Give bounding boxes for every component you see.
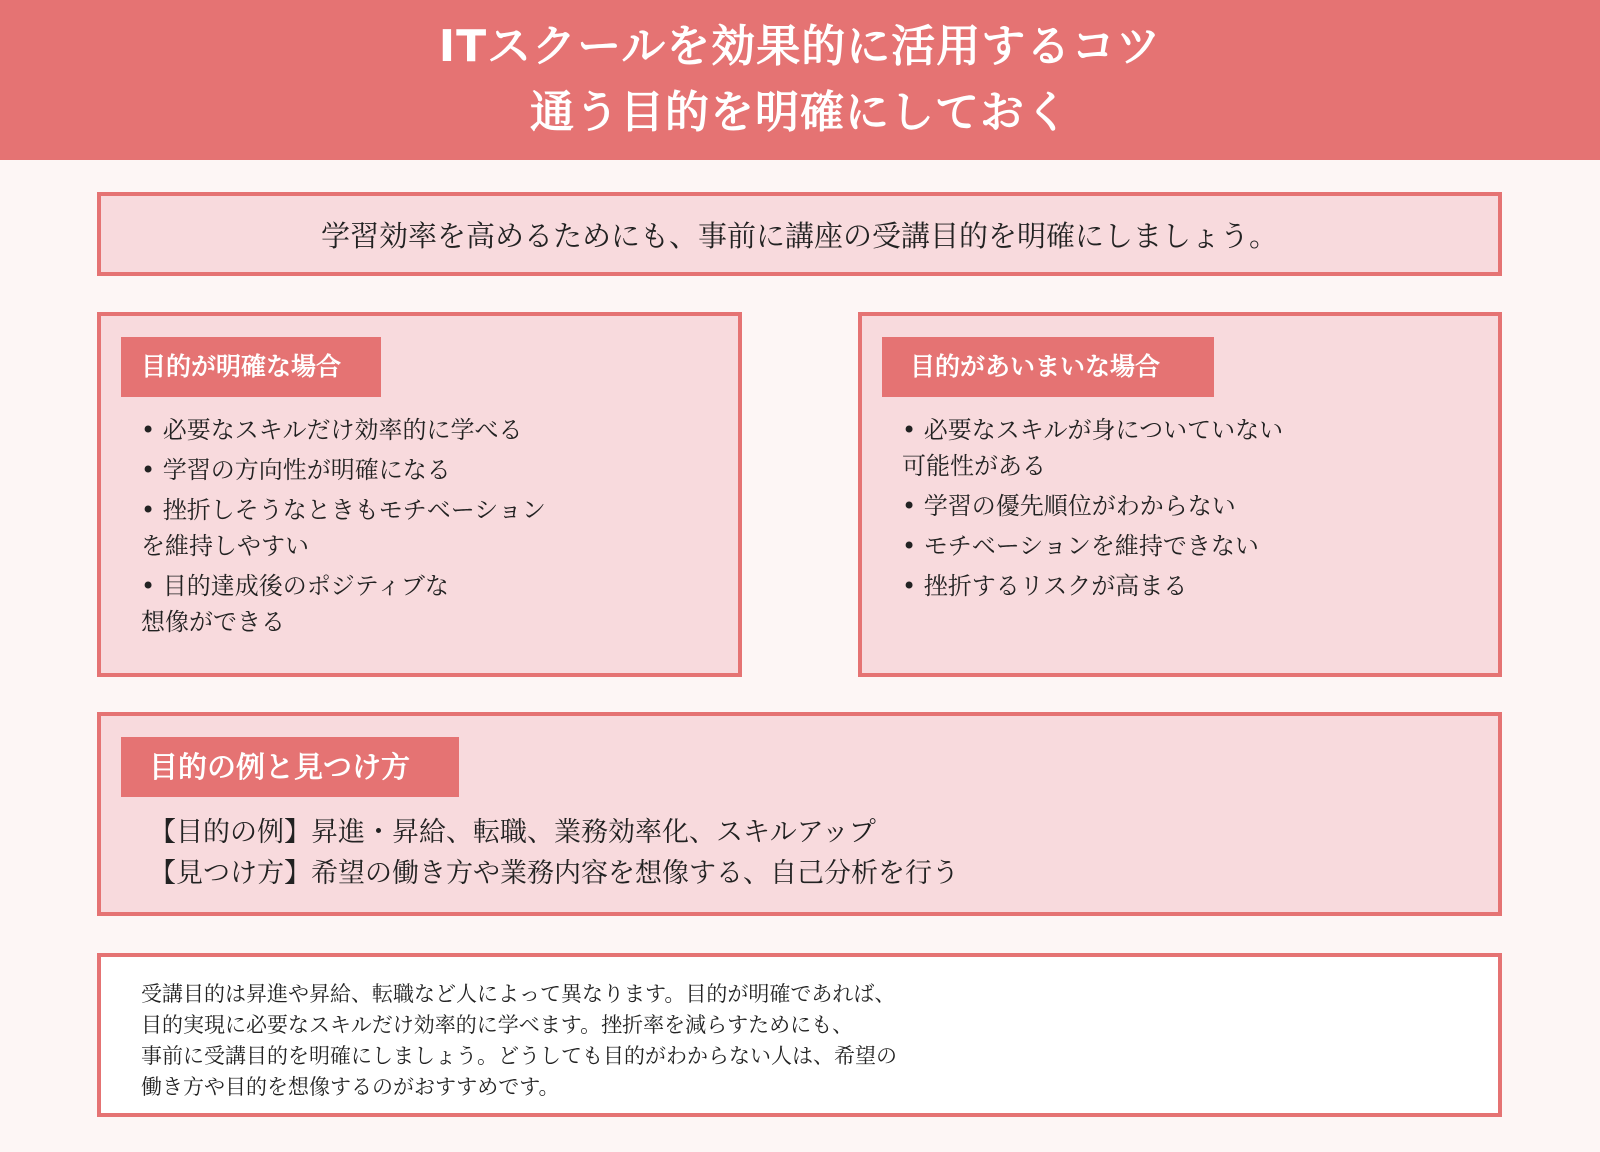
examples-heading: 目的の例と見つけ方 <box>121 737 459 797</box>
purpose-examples-line: 【目的の例】昇進・昇給、転職、業務効率化、スキルアップ <box>149 817 876 848</box>
page-header <box>0 0 1600 160</box>
intro-text: 学習効率を高めるためにも、事前に講座の受講目的を明確にしましょう。 <box>320 218 1278 253</box>
how-to-find-line: 【見つけ方】希望の働き方や業務内容を想像する、自己分析を行う <box>149 858 959 889</box>
summary-text: 受講目的は昇進や昇給、転職など人によって異なります。目的が明確であれば、 目的実現に必要なスキルだけ効率的に学べます。挫折率を減らすためにも、 事前に受講目的を明確にしましょう。どうしても目的がわからない人は、希望の 働き方や目的を想像するのがおすすめです。 <box>141 982 897 1099</box>
examples-lines <box>149 812 959 894</box>
list-item: • 挫折しそうなときもモチベーション を維持しやすい <box>141 496 546 560</box>
list-item: • 挫折するリスクが高まる <box>902 572 1188 600</box>
clear-purpose-list <box>141 412 546 644</box>
vague-purpose-list <box>902 412 1283 608</box>
list-item: • 必要なスキルだけ効率的に学べる <box>141 416 523 444</box>
summary-box <box>97 953 1502 1117</box>
list-item: • モチベーションを維持できない <box>902 532 1259 560</box>
list-item: • 学習の方向性が明確になる <box>141 456 451 484</box>
intro-box <box>97 192 1502 276</box>
vague-purpose-card <box>858 312 1502 677</box>
list-item: • 学習の優先順位がわからない <box>902 492 1236 520</box>
list-item: • 目的達成後のポジティブな 想像ができる <box>141 572 449 636</box>
list-item: • 必要なスキルが身についていない 可能性がある <box>902 416 1284 480</box>
vague-purpose-heading: 目的があいまいな場合 <box>882 337 1214 397</box>
page-title-line-2: 通う目的を明確にしておく <box>530 87 1070 138</box>
page-title-line-1: ITスクールを効果的に活用するコツ <box>438 21 1162 72</box>
clear-purpose-card <box>97 312 742 677</box>
clear-purpose-heading: 目的が明確な場合 <box>121 337 381 397</box>
examples-card <box>97 712 1502 916</box>
